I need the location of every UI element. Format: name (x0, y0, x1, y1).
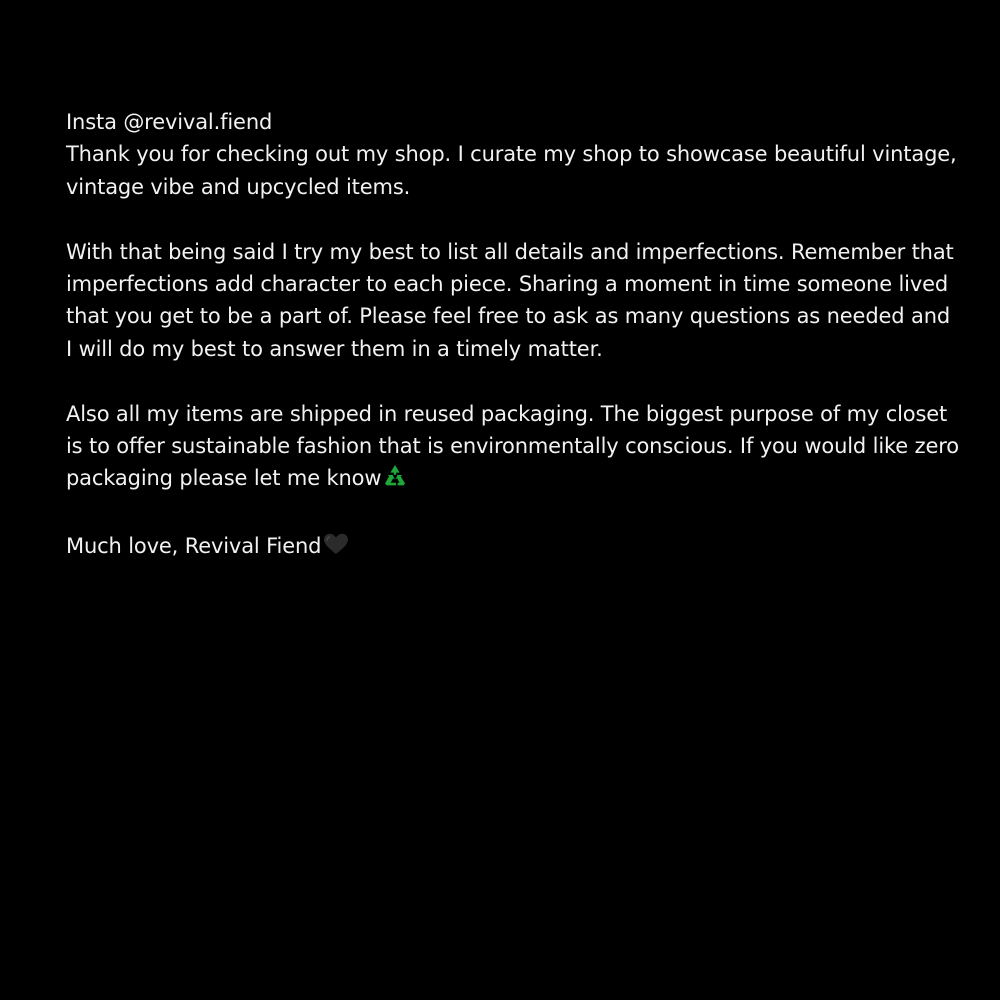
black-heart-icon (322, 532, 350, 565)
paragraph-2-line-3: that you get to be a part of. Please feel free to ask as many questions as needed and (66, 304, 951, 329)
instagram-handle-line: Insta @revival.fiend (66, 110, 273, 134)
paragraph-2-line-4: I will do my best to answer them in a timely matter. (66, 336, 603, 361)
paragraph-3-line-2: is to offer sustainable fashion that is environmentally conscious. If you would like zero (66, 434, 959, 459)
blank-line (66, 498, 946, 530)
blank-line (66, 365, 946, 397)
paragraph-3-line-1: Also all my items are shipped in reused packaging. The biggest purpose of my closet (66, 401, 948, 426)
paragraph-1-line-2: vintage vibe and upcycled items. (66, 174, 411, 199)
paragraph-2-line-2: imperfections add character to each piece. Sharing a moment in time someone lived (66, 272, 949, 297)
paragraph-2-line-1: With that being said I try my best to list all details and imperfections. Remember that (66, 239, 954, 264)
blank-line (66, 203, 946, 235)
signoff-text: Much love, Revival Fiend (66, 534, 322, 559)
paragraph-1-line-1: Thank you for checking out my shop. I curate my shop to showcase beautiful vintage, (66, 142, 957, 167)
note-body (66, 106, 959, 566)
paragraph-3-line-3-text: packaging please let me know (66, 466, 382, 491)
recycle-icon (382, 464, 408, 497)
paragraph-3-line-3 (66, 462, 946, 497)
signoff-line (66, 530, 946, 565)
